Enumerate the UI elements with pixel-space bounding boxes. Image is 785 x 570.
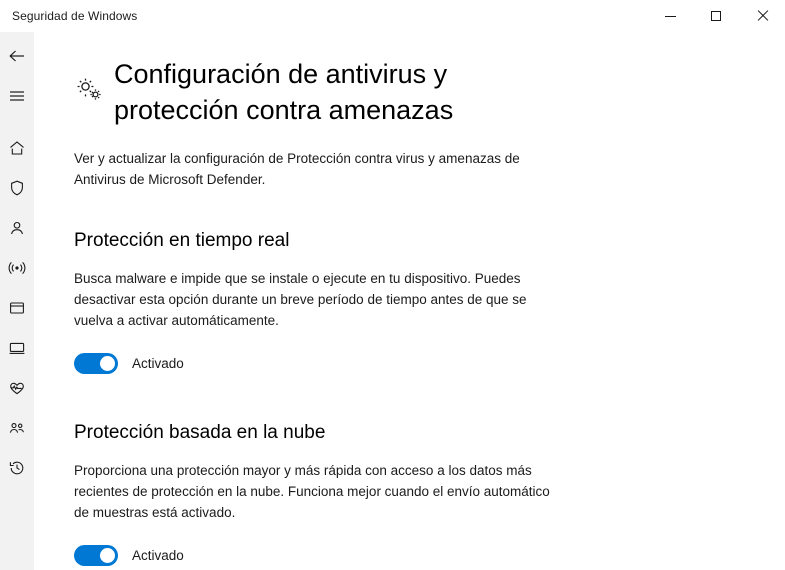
section-description-cloud: Proporciona una protección mayor y más rápida con acceso a los datos más recientes de protección en la nube. Funciona mejor cuando el envío automático de muestras está activado.	[74, 463, 550, 520]
person-icon	[8, 219, 26, 237]
sidebar-item-firewall-network[interactable]	[0, 248, 34, 288]
cloud-protection-toggle-label: Activado	[132, 548, 184, 563]
realtime-protection-toggle[interactable]	[74, 353, 118, 374]
page-title: Configuración de antivirus y protección contra amenazas	[114, 59, 454, 125]
section-realtime-protection	[74, 228, 761, 374]
arrow-left-icon	[8, 47, 26, 65]
heartbeat-icon	[8, 379, 26, 397]
cloud-protection-toggle[interactable]	[74, 545, 118, 566]
toggle-knob	[100, 548, 115, 563]
title-bar	[0, 0, 785, 32]
toggle-knob	[100, 356, 115, 371]
maximize-button[interactable]	[693, 0, 739, 32]
page-description: Ver y actualizar la configuración de Protección contra virus y amenazas de Antivirus de Microsoft Defender.	[74, 151, 520, 187]
sidebar-item-family-options[interactable]	[0, 408, 34, 448]
section-cloud-protection	[74, 420, 761, 566]
family-icon	[8, 419, 26, 437]
section-title-realtime: Protección en tiempo real	[74, 230, 290, 251]
minimize-icon	[665, 16, 676, 17]
realtime-protection-toggle-label: Activado	[132, 356, 184, 371]
toggle-row-realtime	[74, 353, 761, 374]
sidebar-item-app-browser-control[interactable]	[0, 288, 34, 328]
sidebar-item-virus-protection[interactable]	[0, 168, 34, 208]
hamburger-icon	[8, 87, 26, 105]
sidebar-item-menu[interactable]	[0, 76, 34, 116]
shield-icon	[8, 179, 26, 197]
navigation-sidebar	[0, 32, 34, 570]
sidebar-item-device-performance[interactable]	[0, 368, 34, 408]
gears-icon	[74, 74, 108, 109]
page-header	[74, 32, 761, 128]
maximize-icon	[711, 11, 721, 21]
sidebar-item-home[interactable]	[0, 128, 34, 168]
monitor-icon	[8, 339, 26, 357]
sidebar-item-device-security[interactable]	[0, 328, 34, 368]
sidebar-item-account-protection[interactable]	[0, 208, 34, 248]
section-description-realtime: Busca malware e impide que se instale o ejecute en tu dispositivo. Puedes desactivar esta opción durante un breve período de tiempo antes de que se vuelva a activar automáticamente.	[74, 271, 527, 328]
wifi-icon	[8, 259, 26, 277]
sidebar-item-back[interactable]	[0, 36, 34, 76]
window-body	[0, 32, 785, 570]
window-icon	[8, 299, 26, 317]
minimize-button[interactable]	[647, 0, 693, 32]
home-icon	[8, 139, 26, 157]
history-icon	[8, 459, 26, 477]
sidebar-item-protection-history[interactable]	[0, 448, 34, 488]
close-button[interactable]	[739, 0, 785, 32]
toggle-row-cloud	[74, 545, 761, 566]
close-icon	[756, 10, 768, 22]
content-area	[34, 32, 785, 570]
section-title-cloud: Protección basada en la nube	[74, 422, 326, 443]
caption-button-group	[647, 0, 785, 32]
window-title: Seguridad de Windows	[12, 9, 138, 23]
